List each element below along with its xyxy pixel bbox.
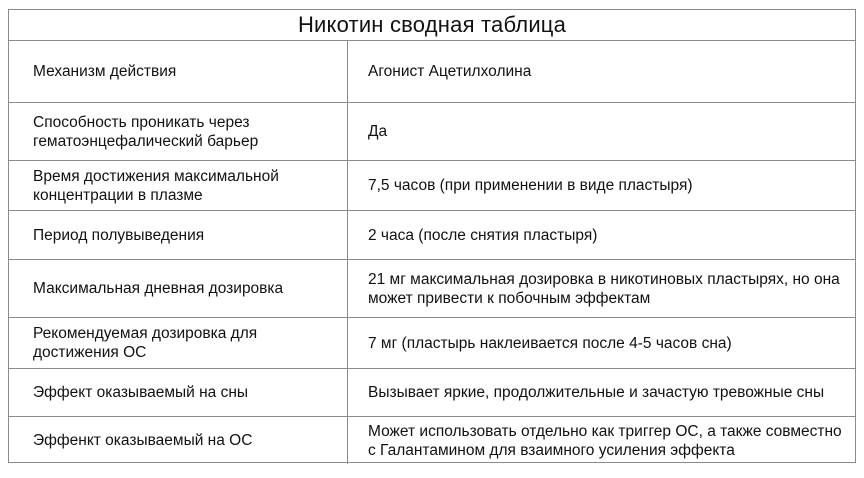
table-title-row — [9, 10, 855, 41]
row-label: Эффенкт оказываемый на ОС — [33, 432, 253, 449]
row-value-cell — [348, 211, 855, 259]
table-row — [9, 41, 855, 103]
table-row — [9, 103, 855, 161]
table-row — [9, 369, 855, 417]
row-label-cell — [9, 211, 348, 259]
row-value-cell — [348, 161, 855, 210]
row-label: Способность проникать через гематоэнцефалический барьер — [33, 113, 259, 150]
table-row — [9, 318, 855, 369]
table-row — [9, 260, 855, 318]
row-label-cell — [9, 369, 348, 416]
row-value: Вызывает яркие, продолжительные и зачастую тревожные сны — [368, 384, 825, 401]
row-label: Рекомендуемая дозировка для достижения ОС — [33, 325, 258, 361]
row-value: Да — [368, 123, 388, 140]
row-value-cell — [348, 417, 855, 464]
row-label: Механизм действия — [33, 63, 177, 80]
row-value-cell — [348, 41, 855, 102]
row-value-cell — [348, 318, 855, 368]
table-title: Никотин сводная таблица — [297, 12, 567, 37]
row-label-cell — [9, 41, 348, 102]
row-label: Максимальная дневная дозировка — [33, 280, 284, 297]
row-value: 7,5 часов (при применении в виде пластыря) — [368, 177, 693, 194]
row-label-cell — [9, 417, 348, 464]
row-label-cell — [9, 103, 348, 160]
table-row — [9, 417, 855, 464]
summary-table — [8, 9, 856, 463]
row-value-cell — [348, 369, 855, 416]
row-value: Может использовать отдельно как триггер ОС, а также совместно с Галантамином для взаимного усиления эффекта — [368, 422, 842, 459]
row-label: Время достижения максимальной концентрации в плазме — [33, 167, 279, 204]
row-value: 2 часа (после снятия пластыря) — [368, 226, 598, 244]
row-value: 21 мг максимальная дозировка в никотиновых пластырях, но она может привести к побочным эффектам — [368, 270, 840, 307]
row-label: Период полувыведения — [33, 226, 205, 244]
table-row — [9, 211, 855, 260]
table-row — [9, 161, 855, 211]
row-label: Эффект оказываемый на сны — [33, 384, 249, 401]
row-label-cell — [9, 318, 348, 368]
row-label-cell — [9, 260, 348, 317]
row-label-cell — [9, 161, 348, 210]
row-value: Агонист Ацетилхолина — [368, 63, 532, 80]
row-value: 7 мг (пластырь наклеивается после 4-5 часов сна) — [368, 334, 732, 352]
row-value-cell — [348, 103, 855, 160]
row-value-cell — [348, 260, 855, 317]
